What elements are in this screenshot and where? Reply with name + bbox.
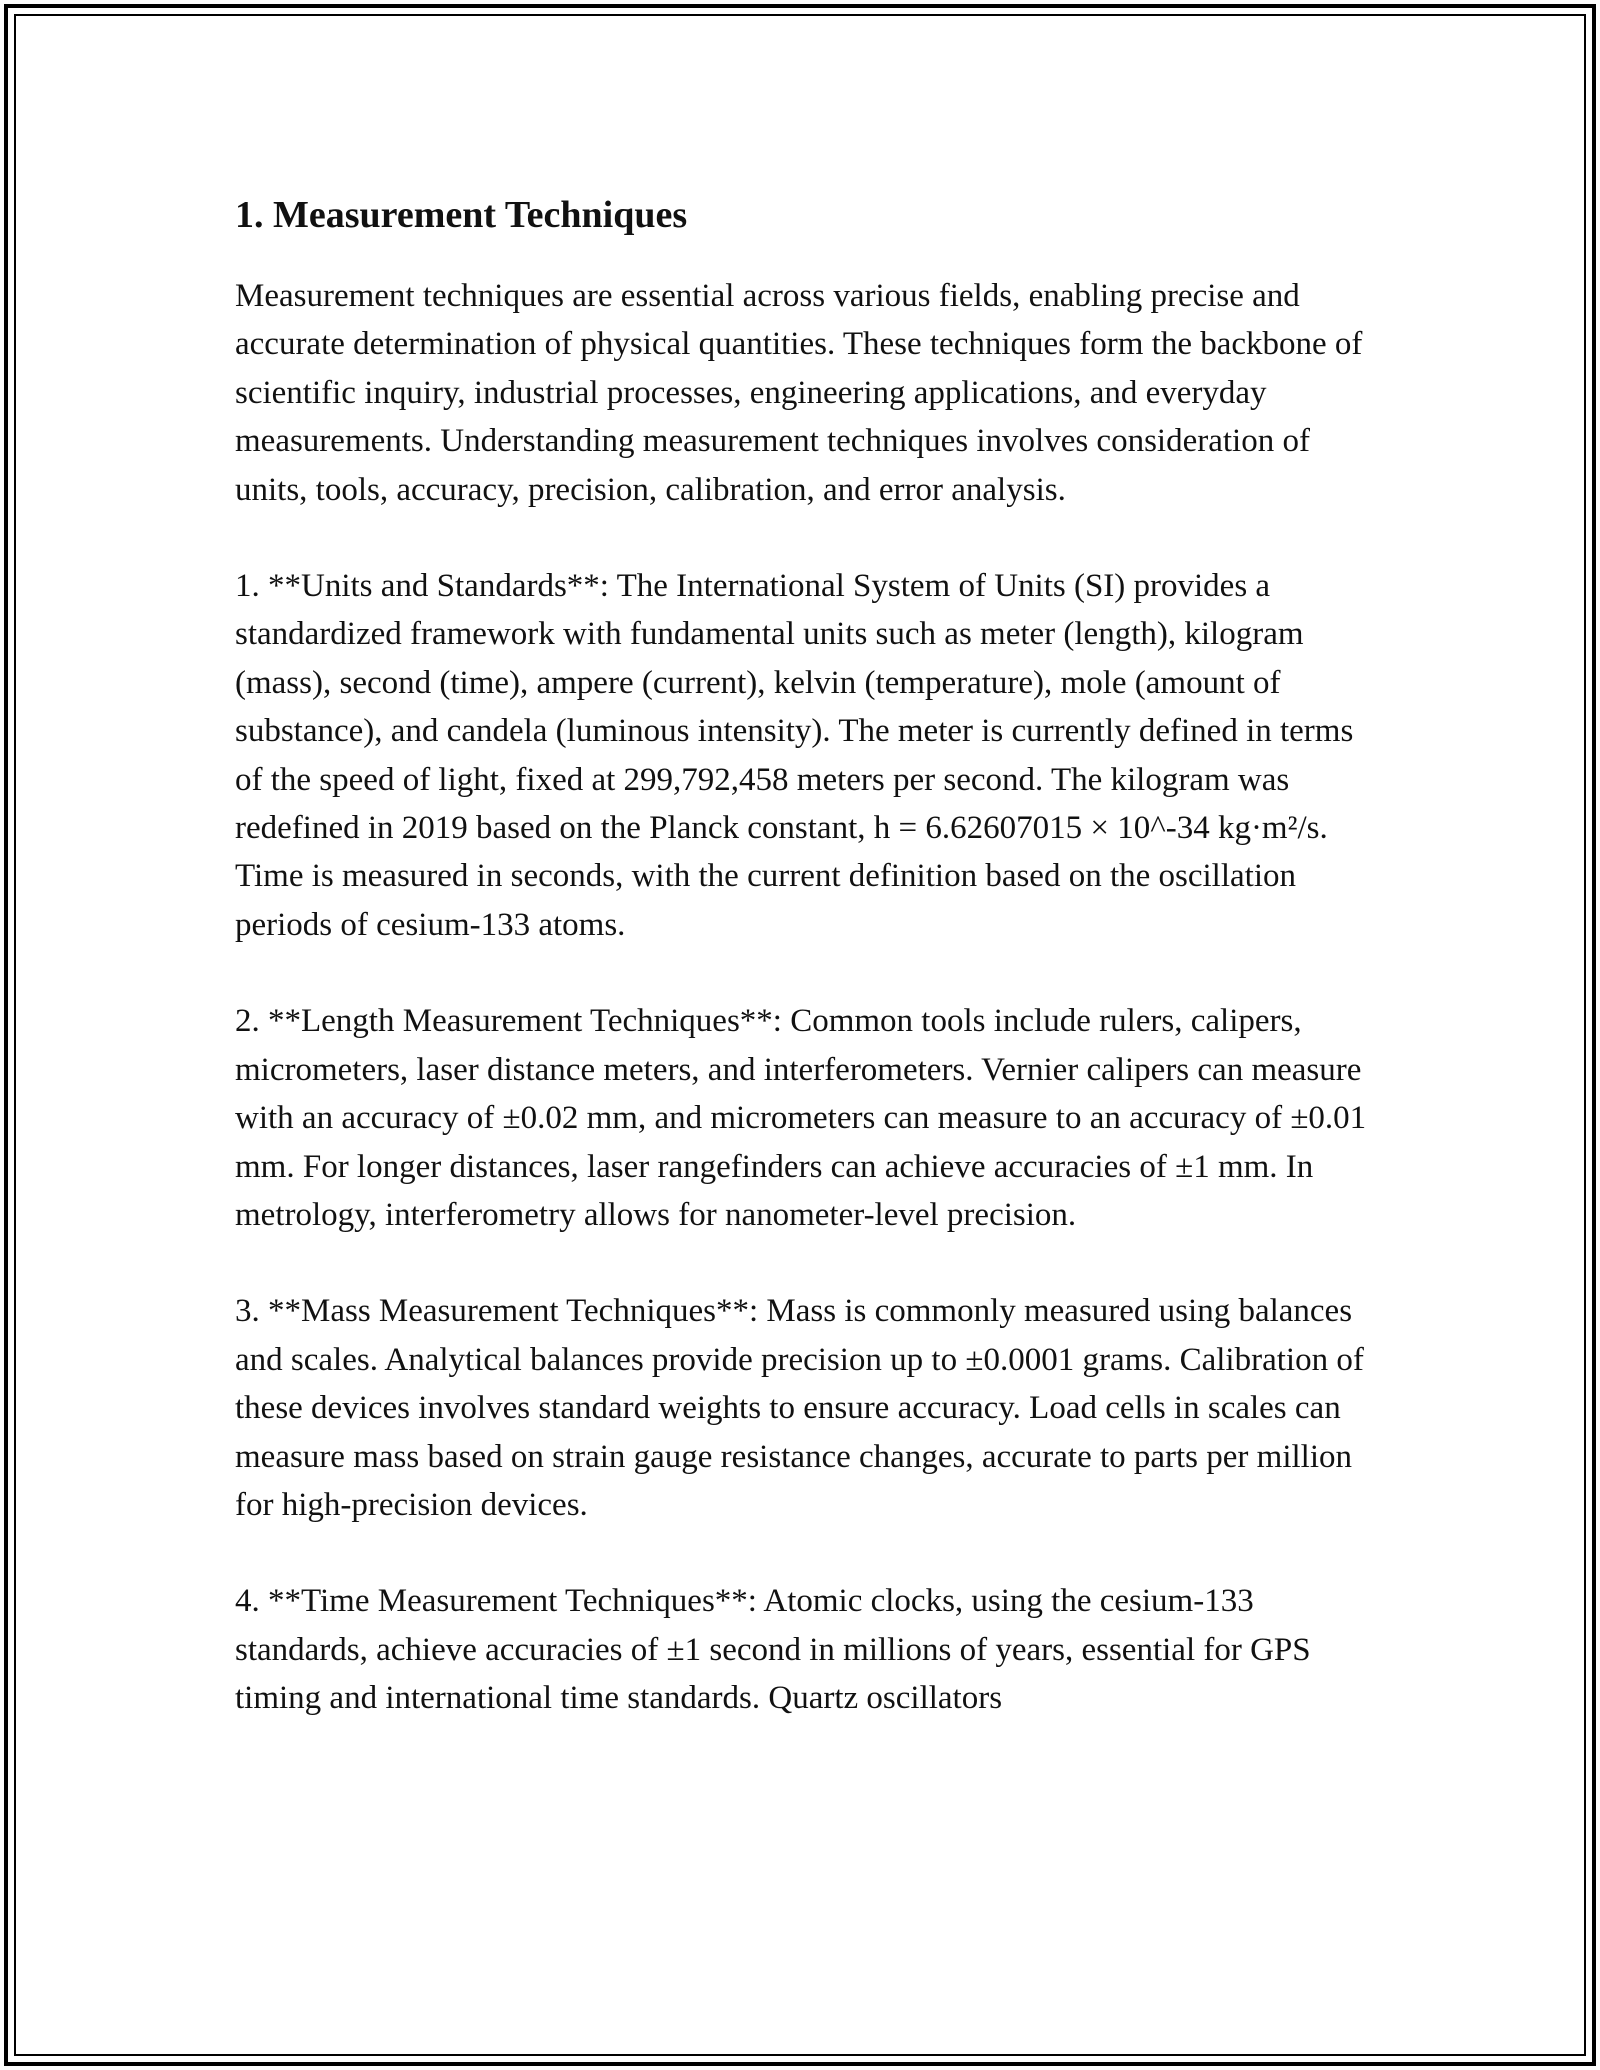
intro-paragraph: Measurement techniques are essential across various fields, enabling precise and accurate determination of physical quantities. These techniques form the backbone of scientific inquiry, industrial processes, engineering applications, and everyday measurements. Understanding measurement techniques involves consideration of units, tools, accuracy, precision, calibration, and error analysis. (235, 278, 1363, 508)
units-standards-paragraph: 1. **Units and Standards**: The International System of Units (SI) provides a standardized framework with fundamental units such as meter (length), kilogram (mass), second (time), ampere (current), kelvin (temperature), mole (amount of substance), and candela (luminous intensity). The meter is currently defined in terms of the speed of light, fixed at 299,792,458 meters per second. The kilogram was redefined in 2019 based on the Planck constant, h = 6.62607015 × 10^-34 kg·m²/s. Time is measured in seconds, with the current definition based on the oscillation periods of cesium-133 atoms. (235, 568, 1354, 943)
section-heading: 1. Measurement Techniques (235, 194, 688, 236)
length-measurement-paragraph: 2. **Length Measurement Techniques**: Common tools include rulers, calipers, micrometers, laser distance meters, and interferometers. Vernier calipers can measure with an accuracy of ±0.02 mm, and micrometers can measure to an accuracy of ±0.01 mm. For longer distances, laser rangefinders can achieve accuracies of ±1 mm. In metrology, interferometry allows for nanometer-level precision. (235, 1003, 1367, 1233)
document-body (235, 180, 1370, 1723)
time-measurement-paragraph: 4. **Time Measurement Techniques**: Atomic clocks, using the cesium-133 standards, achieve accuracies of ±1 second in millions of years, essential for GPS timing and international time standards. Quartz oscillators (235, 1583, 1311, 1717)
mass-measurement-paragraph: 3. **Mass Measurement Techniques**: Mass is commonly measured using balances and scales. Analytical balances provide precision up to ±0.0001 grams. Calibration of these devices involves standard weights to ensure accuracy. Load cells in scales can measure mass based on strain gauge resistance changes, accurate to parts per million for high-precision devices. (235, 1293, 1364, 1523)
